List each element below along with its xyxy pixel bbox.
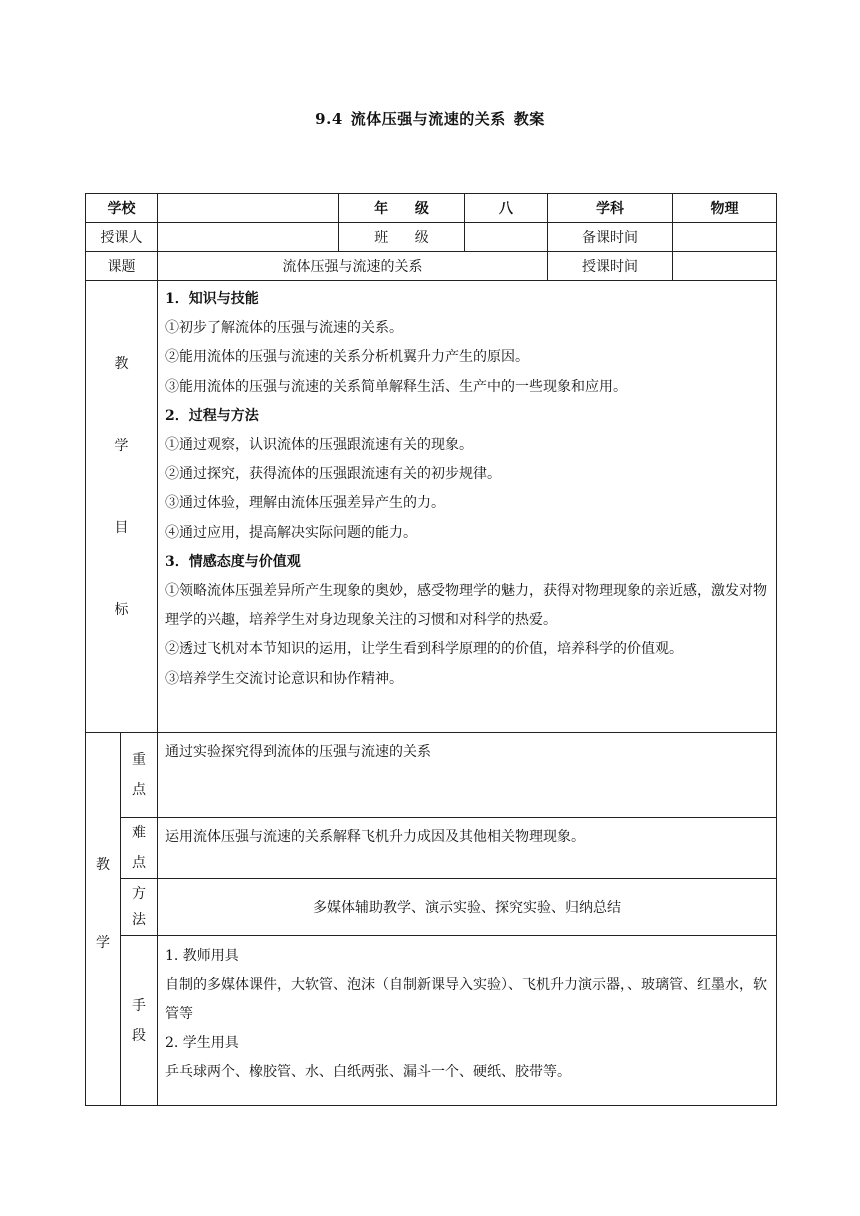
lesson-value: 流体压强与流速的关系 (158, 252, 548, 281)
key-point-row (86, 733, 777, 818)
teacher-row (86, 223, 777, 252)
header-row (86, 194, 777, 223)
class-value (465, 223, 548, 252)
grade-label: 年 级 (339, 194, 465, 223)
difficulty-text: 运用流体压强与流速的关系解释飞机升力成因及其他相关物理现象。 (158, 818, 777, 879)
key-point-text: 通过实验探究得到流体的压强与流速的关系 (158, 733, 777, 818)
objective-item: ①领略流体压强差异所产生现象的奥妙，感受物理学的魅力，获得对物理现象的亲近感，激发对物理学的兴趣，培养学生对身边现象关注的习惯和对科学的热爱。 (165, 583, 767, 629)
title-suffix: 教案 (513, 110, 545, 128)
objectives-row (86, 281, 777, 733)
difficulty-label (121, 818, 158, 879)
objective-item: ①通过观察，认识流体的压强跟流速有关的现象。 (165, 437, 473, 454)
means-label-char: 手 (132, 997, 146, 1014)
means-label-char: 段 (132, 1027, 146, 1044)
method-text: 多媒体辅助教学、演示实验、探究实验、归纳总结 (158, 879, 777, 936)
document-title (0, 108, 860, 129)
objective-item: ④通过应用，提高解决实际问题的能力。 (165, 524, 417, 541)
school-value (158, 194, 339, 223)
grade-value: 八 (465, 194, 548, 223)
teacher-value (158, 223, 339, 252)
means-row (86, 936, 777, 1106)
teacher-tools-heading: 1. 教师用具 (165, 948, 239, 964)
difficulty-row (86, 818, 777, 879)
lesson-plan-table (85, 193, 777, 1106)
key-point-label (121, 733, 158, 818)
teacher-tools-list: 自制的多媒体课件，大软管、泡沫（自制新课导入实验）、飞机升力演示器，、玻璃管、红墨水，软管等 (165, 977, 767, 1022)
objective-item: ②透过飞机对本节知识的运用，让学生看到科学原理的的价值，培养科学的价值观。 (165, 641, 683, 658)
lesson-topic: 流体压强与流速的关系 (350, 110, 506, 128)
objective-item: ③培养学生交流讨论意识和协作精神。 (165, 670, 403, 687)
objective-item: ②能用流体的压强与流速的关系分析机翼升力产生的原因。 (165, 349, 529, 366)
objectives-label-char: 目 (114, 519, 129, 536)
objective-item: ①初步了解流体的压强与流速的关系。 (165, 320, 403, 337)
prep-time-label: 备课时间 (548, 223, 673, 252)
key-point-label-char: 重 (132, 752, 146, 768)
objective-item: ③通过体验，理解由流体压强差异产生的力。 (165, 495, 445, 512)
teach-time-value (673, 252, 777, 281)
teaching-label-char: 教 (96, 857, 110, 873)
teach-time-label: 授课时间 (548, 252, 673, 281)
objectives-label-char: 标 (114, 601, 129, 618)
class-label: 班 级 (339, 223, 465, 252)
student-tools-heading: 2. 学生用具 (165, 1035, 239, 1051)
difficulty-label-char: 难 (132, 825, 146, 841)
means-label (121, 936, 158, 1106)
method-label-char: 方 (132, 886, 146, 902)
teacher-label: 授课人 (86, 223, 158, 252)
section-heading: 3．情感态度与价值观 (165, 553, 301, 570)
teaching-label-char: 学 (96, 935, 110, 951)
lesson-label: 课题 (86, 252, 158, 281)
key-point-label-char: 点 (132, 782, 146, 798)
school-label: 学校 (86, 194, 158, 223)
section-heading: 1．知识与技能 (165, 291, 259, 307)
objectives-label-char: 学 (114, 437, 129, 454)
section-heading: 2．过程与方法 (165, 407, 259, 424)
subject-label: 学科 (548, 194, 673, 223)
method-label-char: 法 (132, 912, 146, 928)
method-row (86, 879, 777, 936)
teaching-label (86, 733, 121, 1106)
objectives-label-char: 教 (114, 355, 129, 372)
objective-item: ③能用流体的压强与流速的关系简单解释生活、生产中的一些现象和应用。 (165, 378, 627, 395)
lesson-number: 9.4 (315, 110, 343, 128)
subject-value: 物理 (673, 194, 777, 223)
difficulty-label-char: 点 (132, 855, 146, 871)
lesson-row (86, 252, 777, 281)
objectives-label (86, 281, 158, 733)
method-label (121, 879, 158, 936)
objective-item: ②通过探究，获得流体的压强跟流速有关的初步规律。 (165, 466, 501, 483)
prep-time-value (673, 223, 777, 252)
student-tools-list: 乒乓球两个、橡胶管、水、白纸两张、漏斗一个、硬纸、胶带等。 (165, 1064, 571, 1080)
means-content (158, 936, 777, 1106)
objectives-content (158, 281, 777, 733)
